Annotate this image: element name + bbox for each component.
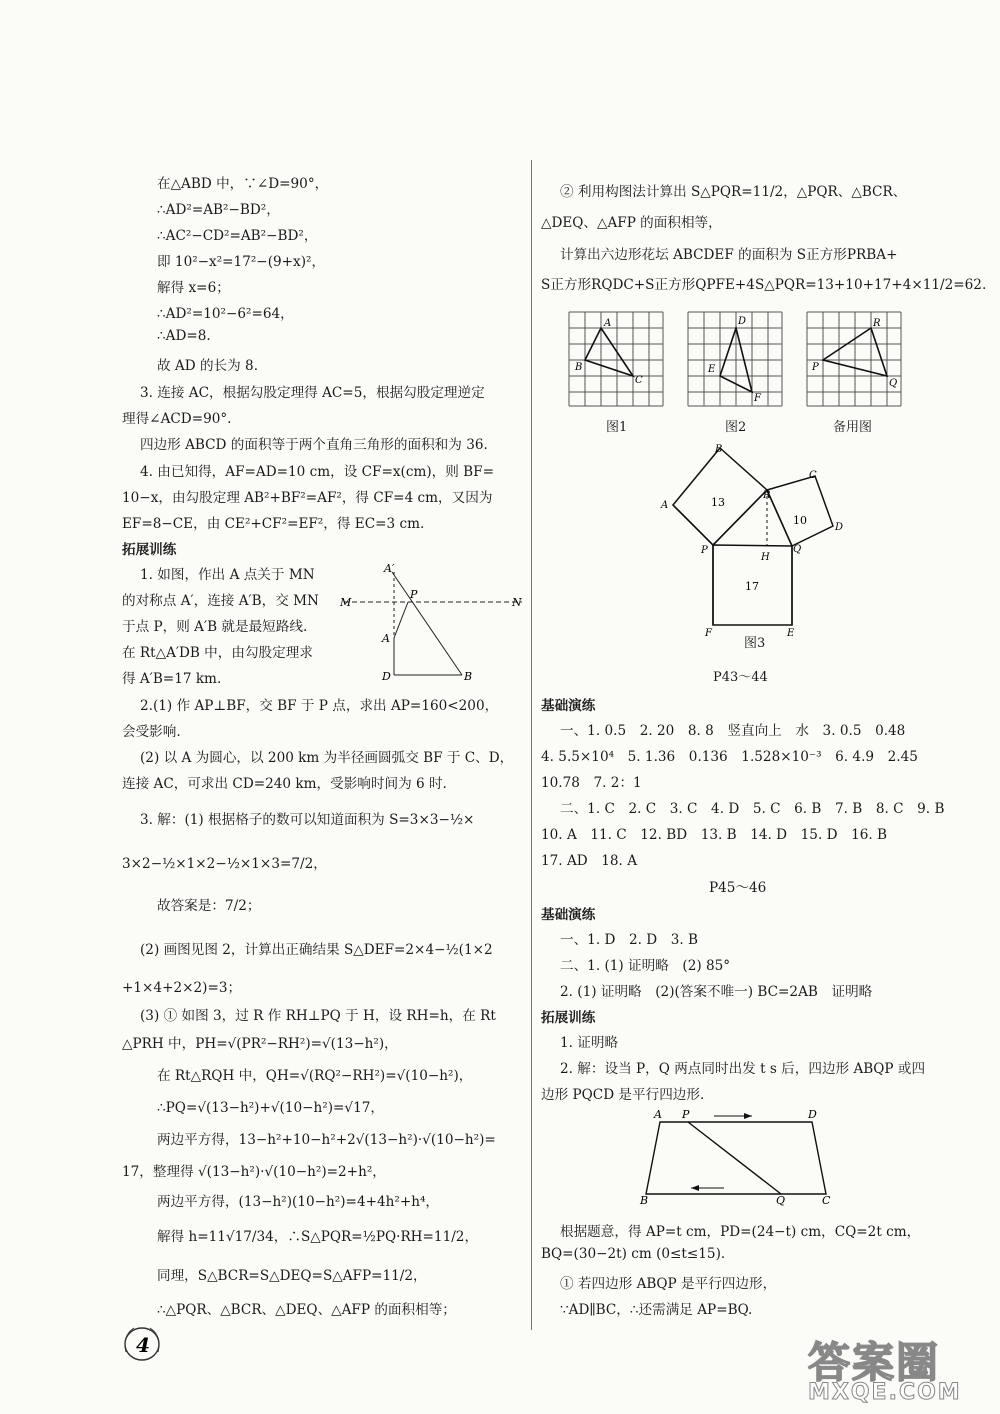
- line: 两边平方得，13−h²+10−h²+2√(13−h²)·√(10−h²)=: [157, 1132, 496, 1148]
- svg-text:D: D: [738, 316, 747, 327]
- line: 解得 h=11√17/34，∴S△PQR=½PQ·RH=11/2，: [157, 1229, 479, 1245]
- page-number: 4: [136, 1333, 150, 1357]
- line: 10. A 11. C 12. BD 13. B 14. D 15. D 16. B: [541, 827, 888, 843]
- line: 10−x，由勾股定理 AB²+BF²=AF²，得 CF=4 cm，又因为: [122, 490, 493, 506]
- label: M: [340, 596, 352, 609]
- line: 边形 PQCD 是平行四边形.: [541, 1087, 705, 1103]
- label: P: [682, 1108, 690, 1121]
- line: EF=8−CE，由 CE²+CF²=EF²，得 EC=3 cm.: [122, 516, 425, 532]
- svg-text:B: B: [715, 444, 723, 455]
- section-heading: 拓展训练: [122, 542, 177, 558]
- label: D: [808, 1108, 817, 1121]
- line: 故答案是：7/2；: [157, 898, 261, 914]
- label: N: [512, 596, 522, 609]
- line: △PRH 中，PH=√(PR²−RH²)=√(13−h²)，: [122, 1036, 398, 1052]
- mn-shortest-path-figure: [338, 560, 528, 685]
- page-range: P43～44: [713, 670, 768, 685]
- line: 二、1. (1) 证明略 (2) 85°: [560, 958, 731, 974]
- watermark-logo: 答案圈: [808, 1338, 941, 1387]
- svg-text:F: F: [754, 393, 761, 404]
- line: 3. 解：(1) 根据格子的数可以知道面积为 S=3×3−½×: [140, 812, 475, 828]
- line: ∴AD²=10²−6²=64，: [157, 306, 294, 322]
- svg-text:C: C: [635, 375, 643, 386]
- grid-figure-2: [687, 311, 783, 407]
- line: 即 10²−x²=17²−(9+x)²，: [157, 254, 326, 270]
- svg-text:Q: Q: [889, 378, 898, 389]
- section-heading: 基础演练: [541, 907, 596, 923]
- svg-text:A: A: [604, 318, 612, 329]
- section-heading: 基础演练: [541, 698, 596, 714]
- line: 4. 由已知得，AF=AD=10 cm，设 CF=x(cm)，则 BF=: [140, 464, 494, 480]
- figure-caption: 图2: [725, 420, 747, 435]
- line: 在 Rt△A′DB 中，由勾股定理求: [122, 645, 313, 661]
- line: 的对称点 A′，连接 A′B，交 MN: [122, 593, 319, 609]
- svg-text:H: H: [761, 552, 770, 563]
- line: 于点 P，则 A′B 就是最短路线.: [122, 619, 308, 635]
- grid-figure-1: [568, 311, 664, 407]
- svg-text:E: E: [787, 628, 795, 639]
- line: 一、1. 0.5 2. 20 8. 8 竖直向上 水 3. 0.5 0.48: [560, 723, 906, 739]
- line: 17，整理得 √(13−h²)·√(10−h²)=2+h²，: [122, 1164, 386, 1180]
- figure-caption: 备用图: [833, 420, 873, 435]
- line: △DEQ、△AFP 的面积相等，: [541, 215, 722, 231]
- label: Q: [776, 1194, 786, 1206]
- area-label: 13: [711, 496, 725, 509]
- page-range: P45～46: [709, 880, 767, 896]
- line: 4. 5.5×10⁴ 5. 1.36 0.136 1.528×10⁻³ 6. 4.9 2.45: [541, 749, 918, 765]
- line: 10.78 7. 2：1: [541, 775, 642, 791]
- line: ∵AD∥BC，∴还需满足 AP=BQ.: [560, 1302, 753, 1318]
- line: +1×4+2×2)=3；: [122, 980, 242, 996]
- line: 得 A′B=17 km.: [122, 671, 222, 687]
- section-heading: 拓展训练: [541, 1010, 596, 1026]
- line: 一、1. D 2. D 3. B: [560, 932, 699, 948]
- line: BQ=(30−2t) cm (0≤t≤15).: [541, 1246, 726, 1262]
- line: (2) 以 A 为圆心，以 200 km 为半径画圆弧交 BF 于 C、D，: [140, 750, 514, 766]
- line: ∴AC²−CD²=AB²−BD²，: [157, 228, 318, 244]
- svg-text:D: D: [835, 522, 844, 533]
- label: D: [382, 670, 391, 683]
- svg-text:Q: Q: [793, 544, 802, 555]
- hexagon-figure-3: [655, 440, 855, 650]
- svg-text:C: C: [809, 470, 817, 481]
- svg-text:R: R: [763, 490, 771, 501]
- svg-text:B: B: [575, 362, 583, 373]
- trapezoid-figure: [636, 1106, 836, 1206]
- line: ∴△PQR、△BCR、△DEQ、△AFP 的面积相等；: [157, 1302, 456, 1318]
- line: 2. 解：设当 P，Q 两点同时出发 t s 后，四边形 ABQP 或四: [560, 1061, 926, 1077]
- svg-text:E: E: [708, 364, 716, 375]
- line: 故 AD 的长为 8.: [157, 358, 259, 374]
- line: 计算出六边形花坛 ABCDEF 的面积为 S正方形PRBA+: [560, 247, 898, 263]
- line: ∴AD=8.: [157, 328, 211, 344]
- line: 四边形 ABCD 的面积等于两个直角三角形的面积和为 36.: [140, 437, 488, 453]
- line: 17. AD 18. A: [541, 853, 638, 869]
- line: 3×2−½×1×2−½×1×3=7/2，: [122, 856, 327, 872]
- line: ∴AD²=AB²−BD²，: [157, 202, 280, 218]
- line: 在 Rt△RQH 中，QH=√(RQ²−RH²)=√(10−h²)，: [157, 1068, 473, 1084]
- line: S正方形RQDC+S正方形QPFE+4S△PQR=13+10+17+4×11/2=62.: [541, 277, 987, 293]
- page-number-badge: [118, 1322, 166, 1368]
- svg-text:A: A: [661, 500, 669, 511]
- grid-figure-spare: [806, 311, 902, 407]
- line: 2.(1) 作 AP⊥BF，交 BF 于 P 点，求出 AP=160<200，: [140, 698, 499, 714]
- line: ② 利用构图法计算出 S△PQR=11/2，△PQR、△BCR、: [560, 184, 907, 200]
- column-divider: [531, 160, 532, 1330]
- label: P: [410, 588, 418, 601]
- line: ∴PQ=√(13−h²)+√(10−h²)=√17，: [157, 1100, 384, 1116]
- area-label: 10: [793, 514, 807, 527]
- figure-caption: 图3: [744, 636, 766, 651]
- line: 根据题意，得 AP=t cm，PD=(24−t) cm，CQ=2t cm，: [560, 1224, 921, 1240]
- watermark-site: MXQE.COM: [808, 1380, 962, 1405]
- label: A′: [384, 562, 395, 575]
- label: A: [654, 1108, 662, 1121]
- line: 2. (1) 证明略 (2)(答案不唯一) BC=2AB 证明略: [560, 984, 873, 1000]
- line: 1. 如图，作出 A 点关于 MN: [140, 567, 315, 583]
- line: 会受影响.: [122, 724, 181, 740]
- svg-text:F: F: [705, 628, 712, 639]
- line: (2) 画图见图 2，计算出正确结果 S△DEF=2×4−½(1×2: [140, 942, 493, 958]
- line: 同理，S△BCR=S△DEQ=S△AFP=11/2，: [157, 1268, 427, 1284]
- line: 1. 证明略: [560, 1035, 619, 1051]
- line: 解得 x=6；: [157, 280, 230, 296]
- area-label: 17: [745, 580, 759, 593]
- svg-text:P: P: [812, 362, 819, 373]
- figure-caption: 图1: [606, 420, 628, 435]
- svg-text:R: R: [873, 318, 881, 329]
- line: 在△ABD 中，∵∠D=90°，: [157, 176, 329, 192]
- line: 3. 连接 AC，根据勾股定理得 AC=5，根据勾股定理逆定: [140, 385, 485, 401]
- svg-text:P: P: [701, 545, 708, 556]
- line: ① 若四边形 ABQP 是平行四边形，: [560, 1276, 777, 1292]
- label: C: [822, 1194, 831, 1206]
- line: (3) ① 如图 3，过 R 作 RH⊥PQ 于 H，设 RH=h，在 Rt: [140, 1008, 496, 1024]
- label: B: [640, 1194, 649, 1206]
- line: 理得∠ACD=90°.: [122, 411, 232, 427]
- label: B: [464, 670, 473, 683]
- label: A: [382, 632, 390, 645]
- line: 连接 AC，可求出 CD=240 km，受影响时间为 6 时.: [122, 776, 447, 792]
- line: 两边平方得，(13−h²)(10−h²)=4+4h²+h⁴，: [157, 1194, 440, 1210]
- line: 二、1. C 2. C 3. C 4. D 5. C 6. B 7. B 8. C 9. B: [560, 801, 945, 817]
